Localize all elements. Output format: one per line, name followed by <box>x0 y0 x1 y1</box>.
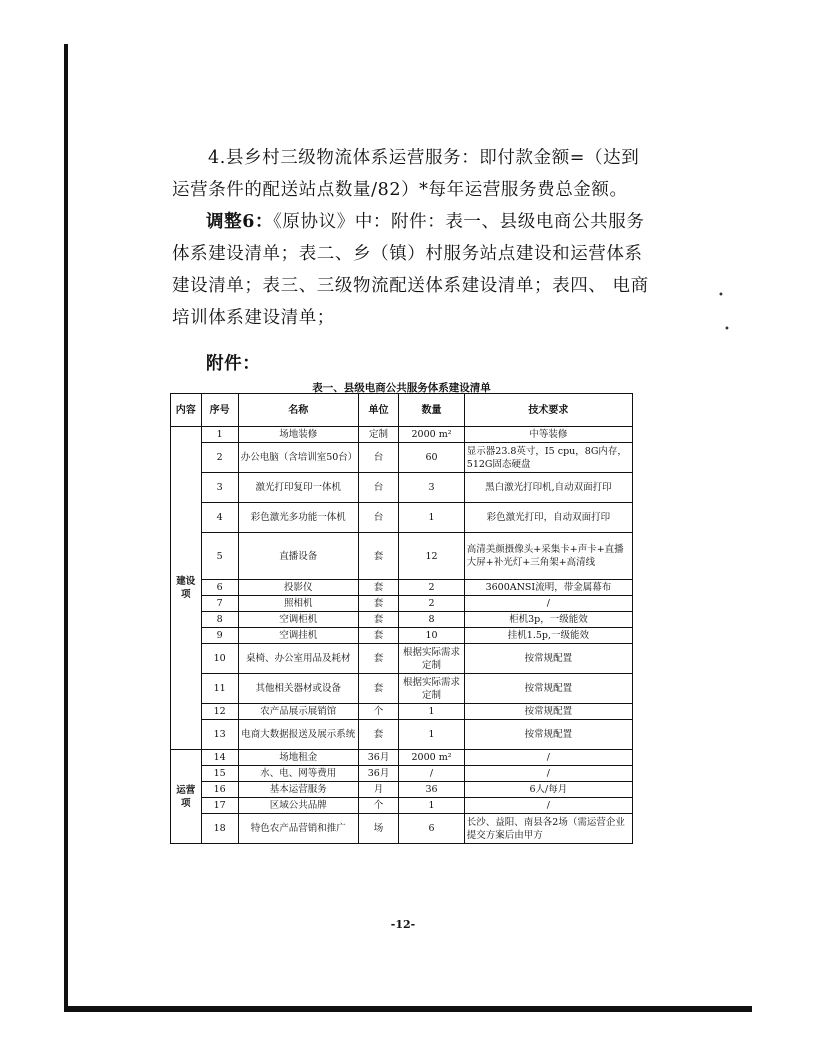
table-row <box>171 503 633 533</box>
row-number: 2 <box>201 443 238 473</box>
header-unit: 单位 <box>358 394 398 427</box>
row-unit: 36月 <box>358 750 398 766</box>
table-row <box>171 720 633 750</box>
row-name: 空调挂机 <box>238 628 358 644</box>
table-row <box>171 427 633 443</box>
table-row <box>171 612 633 628</box>
row-number: 13 <box>201 720 238 750</box>
attachment-heading: 附件： <box>206 354 261 374</box>
row-name: 其他相关器材或设备 <box>238 674 358 704</box>
row-number: 12 <box>201 704 238 720</box>
row-number: 7 <box>201 596 238 612</box>
row-name: 空调柜机 <box>238 612 358 628</box>
row-unit: 个 <box>358 798 398 814</box>
adjustment-6-text: 《原协议》中：附件：表一、县级电商公共服务体系建设清单；表二、乡（镇）村服务站点建设和运营体系建设清单；表三、三级物流配送体系建设清单；表四、 电商培训体系建设清单； <box>172 212 649 328</box>
row-requirements: 柜机3p，一级能效 <box>464 612 632 628</box>
table-row <box>171 533 633 580</box>
row-requirements: 按常规配置 <box>464 674 632 704</box>
table-row <box>171 473 633 503</box>
row-unit: 套 <box>358 612 398 628</box>
row-requirements: 6人/每月 <box>464 782 632 798</box>
row-quantity: 1 <box>399 720 465 750</box>
row-unit: 套 <box>358 628 398 644</box>
table-title: 表一、县级电商公共服务体系建设清单 <box>312 382 491 394</box>
row-unit: 套 <box>358 674 398 704</box>
row-quantity: 10 <box>399 628 465 644</box>
row-unit: 套 <box>358 720 398 750</box>
row-requirements: 长沙、益阳、南县各2场（需运营企业提交方案后由甲方 <box>464 814 632 844</box>
row-unit: 套 <box>358 644 398 674</box>
row-requirements: 3600ANSI流明，带金属幕布 <box>464 580 632 596</box>
row-number: 18 <box>201 814 238 844</box>
row-requirements: 按常规配置 <box>464 704 632 720</box>
row-name: 激光打印复印一体机 <box>238 473 358 503</box>
row-quantity: 8 <box>399 612 465 628</box>
table-row <box>171 782 633 798</box>
paragraph-payment-logistics: 4.县乡村三级物流体系运营服务：即付款金额=（达到运营条件的配送站点数量/82）*每年运营服务费总金额。 <box>172 148 640 200</box>
row-quantity: 2 <box>399 580 465 596</box>
table-row <box>171 814 633 844</box>
header-quantity: 数量 <box>399 394 465 427</box>
row-quantity: 1 <box>399 798 465 814</box>
page-left-border <box>64 44 68 1012</box>
operate-group-label: 运营项 <box>171 750 202 844</box>
row-unit: 台 <box>358 503 398 533</box>
row-number: 6 <box>201 580 238 596</box>
header-number: 序号 <box>201 394 238 427</box>
row-number: 8 <box>201 612 238 628</box>
row-requirements: / <box>464 798 632 814</box>
row-unit: 套 <box>358 580 398 596</box>
row-requirements: 挂机1.5p,一级能效 <box>464 628 632 644</box>
row-quantity: 根据实际需求定制 <box>399 674 465 704</box>
row-quantity: 6 <box>399 814 465 844</box>
row-unit: 台 <box>358 473 398 503</box>
table-row <box>171 704 633 720</box>
table-row <box>171 628 633 644</box>
row-name: 直播设备 <box>238 533 358 580</box>
row-name: 彩色激光多功能一体机 <box>238 503 358 533</box>
row-requirements: 高清美颜摄像头+采集卡+声卡+直播大屏+补光灯+三角架+高清线 <box>464 533 632 580</box>
table-row <box>171 766 633 782</box>
header-content: 内容 <box>171 394 202 427</box>
row-quantity: 3 <box>399 473 465 503</box>
table-header-row <box>171 394 633 427</box>
table-row <box>171 644 633 674</box>
row-name: 水、电、网等费用 <box>238 766 358 782</box>
header-requirements: 技术要求 <box>464 394 632 427</box>
page-number: -12- <box>390 918 416 931</box>
row-unit: 台 <box>358 443 398 473</box>
table-row <box>171 443 633 473</box>
row-number: 15 <box>201 766 238 782</box>
table-row <box>171 674 633 704</box>
row-number: 14 <box>201 750 238 766</box>
row-unit: 个 <box>358 704 398 720</box>
paragraph-adjustment-6 <box>172 206 650 334</box>
scan-speck: • <box>718 290 724 301</box>
row-number: 1 <box>201 427 238 443</box>
row-quantity: 12 <box>399 533 465 580</box>
table-row <box>171 580 633 596</box>
row-requirements: / <box>464 766 632 782</box>
table-row <box>171 750 633 766</box>
row-quantity: 36 <box>399 782 465 798</box>
row-number: 9 <box>201 628 238 644</box>
row-quantity: 2000 m² <box>399 750 465 766</box>
row-number: 11 <box>201 674 238 704</box>
row-name: 办公电脑（含培训室50台） <box>238 443 358 473</box>
row-name: 农产品展示展销馆 <box>238 704 358 720</box>
row-number: 10 <box>201 644 238 674</box>
row-quantity: 根据实际需求定制 <box>399 644 465 674</box>
row-name: 特色农产品营销和推广 <box>238 814 358 844</box>
row-name: 场地装修 <box>238 427 358 443</box>
row-name: 照相机 <box>238 596 358 612</box>
row-unit: 套 <box>358 596 398 612</box>
row-requirements: 按常规配置 <box>464 644 632 674</box>
build-list-table <box>170 393 633 844</box>
row-requirements: 按常规配置 <box>464 720 632 750</box>
table-row <box>171 798 633 814</box>
row-requirements: / <box>464 750 632 766</box>
row-quantity: / <box>399 766 465 782</box>
row-requirements: 黑白激光打印机,自动双面打印 <box>464 473 632 503</box>
row-quantity: 1 <box>399 704 465 720</box>
build-group-label: 建设项 <box>171 427 202 750</box>
row-quantity: 2 <box>399 596 465 612</box>
row-unit: 36月 <box>358 766 398 782</box>
row-requirements: 彩色激光打印，自动双面打印 <box>464 503 632 533</box>
row-number: 4 <box>201 503 238 533</box>
table-row <box>171 596 633 612</box>
row-requirements: 中等装修 <box>464 427 632 443</box>
row-number: 17 <box>201 798 238 814</box>
row-requirements: / <box>464 596 632 612</box>
row-unit: 场 <box>358 814 398 844</box>
header-name: 名称 <box>238 394 358 427</box>
row-unit: 套 <box>358 533 398 580</box>
row-number: 5 <box>201 533 238 580</box>
row-quantity: 60 <box>399 443 465 473</box>
row-name: 桌椅、办公室用品及耗材 <box>238 644 358 674</box>
row-quantity: 2000 m² <box>399 427 465 443</box>
row-name: 基本运营服务 <box>238 782 358 798</box>
row-number: 3 <box>201 473 238 503</box>
row-requirements: 显示器23.8英寸，I5 cpu，8G内存，512G固态硬盘 <box>464 443 632 473</box>
row-name: 区域公共品牌 <box>238 798 358 814</box>
scan-speck: • <box>724 324 730 335</box>
row-unit: 月 <box>358 782 398 798</box>
row-quantity: 1 <box>399 503 465 533</box>
page-bottom-border <box>64 1006 752 1012</box>
row-unit: 定制 <box>358 427 398 443</box>
row-number: 16 <box>201 782 238 798</box>
adjustment-6-label: 调整6： <box>206 212 274 232</box>
row-name: 场地租金 <box>238 750 358 766</box>
row-name: 投影仪 <box>238 580 358 596</box>
row-name: 电商大数据报送及展示系统 <box>238 720 358 750</box>
